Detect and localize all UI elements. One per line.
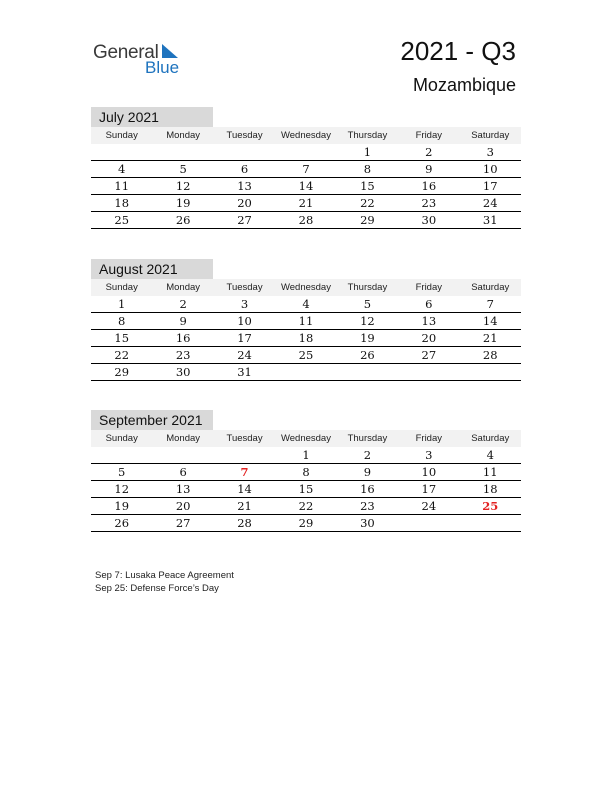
page-title: 2021 - Q3 <box>400 36 516 66</box>
day-cell: 11 <box>482 465 498 479</box>
day-cell: 6 <box>179 465 187 479</box>
weekday-header <box>91 127 521 144</box>
day-cell: 30 <box>175 365 191 379</box>
day-cell <box>398 364 459 380</box>
day-cell: 6 <box>240 162 249 176</box>
day-cell: 5 <box>179 162 187 176</box>
month-july <box>91 107 521 229</box>
day-cell: 12 <box>175 179 191 193</box>
weekday-label: Monday <box>166 282 201 293</box>
weekday-label: Saturday <box>471 433 510 444</box>
day-cell: 4 <box>486 448 494 462</box>
day-cell: 14 <box>237 482 252 496</box>
weekday-label: Thursday <box>347 130 388 141</box>
day-cell: 23 <box>360 499 375 513</box>
day-cell: 11 <box>298 314 314 328</box>
day-cell: 10 <box>482 162 498 176</box>
weekday-label: Tuesday <box>226 282 263 293</box>
day-cell: 26 <box>360 348 375 362</box>
day-cell: 5 <box>118 465 126 479</box>
day-cell <box>152 447 213 463</box>
month-title: July 2021 <box>91 107 213 127</box>
month-title: September 2021 <box>91 410 213 430</box>
month-title: August 2021 <box>91 259 213 279</box>
day-cell: 2 <box>179 297 187 311</box>
day-cell: 9 <box>425 162 433 176</box>
month-september <box>91 410 521 532</box>
logo-blue-text: Blue <box>145 58 180 77</box>
day-cell: 27 <box>237 213 252 227</box>
logo-general-text: General <box>93 42 159 63</box>
day-cell: 16 <box>421 179 437 193</box>
week-row <box>91 347 521 364</box>
week-row <box>91 498 521 515</box>
day-cell <box>152 144 213 160</box>
day-cell <box>91 144 152 160</box>
day-cell: 1 <box>302 448 310 462</box>
day-cell: 15 <box>360 179 375 193</box>
day-cell: 15 <box>298 482 314 496</box>
weekday-label: Wednesday <box>280 282 331 293</box>
day-cell: 7 <box>302 162 310 176</box>
day-cell: 15 <box>114 331 130 345</box>
day-cell: 8 <box>302 465 310 479</box>
day-cell <box>214 447 275 463</box>
day-cell: 17 <box>237 331 252 345</box>
day-cell: 26 <box>175 213 191 227</box>
day-cell: 16 <box>360 482 375 496</box>
day-cell: 28 <box>482 348 498 362</box>
day-cell: 27 <box>421 348 437 362</box>
day-cell: 20 <box>175 499 191 513</box>
weekday-label: Sunday <box>105 282 138 293</box>
day-cell: 12 <box>114 482 130 496</box>
week-row <box>91 296 521 313</box>
day-cell: 22 <box>114 348 130 362</box>
weekday-label: Friday <box>415 433 443 444</box>
day-cell: 8 <box>363 162 372 176</box>
day-cell: 6 <box>425 297 433 311</box>
country-name: Mozambique <box>412 75 516 95</box>
day-cell: 29 <box>298 516 314 530</box>
month-august <box>91 259 521 381</box>
weekday-label: Saturday <box>471 130 510 141</box>
day-cell: 27 <box>175 516 191 530</box>
day-cell: 28 <box>298 213 314 227</box>
day-cell: 5 <box>363 297 372 311</box>
weekday-label: Sunday <box>105 433 138 444</box>
holiday-note: Sep 7: Lusaka Peace Agreement <box>95 570 234 581</box>
weekday-header <box>91 430 521 447</box>
day-cell: 19 <box>114 499 130 513</box>
day-cell: 14 <box>482 314 498 328</box>
weekday-label: Monday <box>166 130 201 141</box>
day-cell: 14 <box>298 179 314 193</box>
day-cell: 23 <box>421 196 437 210</box>
day-cell: 20 <box>237 196 252 210</box>
day-cell: 25 <box>482 499 499 513</box>
day-cell: 30 <box>360 516 375 530</box>
day-cell <box>460 515 521 531</box>
day-cell: 18 <box>114 196 130 210</box>
day-cell: 23 <box>175 348 191 362</box>
weekday-label: Friday <box>415 282 443 293</box>
day-cell: 3 <box>486 145 494 159</box>
weekday-label: Wednesday <box>280 433 331 444</box>
day-cell: 21 <box>298 196 314 210</box>
week-row <box>91 447 521 464</box>
day-cell: 28 <box>237 516 252 530</box>
week-row <box>91 313 521 330</box>
week-row <box>91 481 521 498</box>
day-cell: 26 <box>114 516 130 530</box>
day-cell: 22 <box>360 196 375 210</box>
day-cell: 13 <box>421 314 437 328</box>
day-cell: 1 <box>118 297 126 311</box>
day-cell: 19 <box>175 196 191 210</box>
day-cell: 18 <box>298 331 314 345</box>
day-cell: 22 <box>298 499 314 513</box>
day-cell: 8 <box>118 314 126 328</box>
day-cell <box>398 515 459 531</box>
day-cell: 24 <box>237 348 252 362</box>
weekday-header <box>91 279 521 296</box>
weekday-label: Wednesday <box>280 130 331 141</box>
day-cell: 12 <box>360 314 375 328</box>
day-cell <box>460 364 521 380</box>
day-cell: 10 <box>237 314 252 328</box>
day-cell: 4 <box>118 162 126 176</box>
day-cell: 11 <box>114 179 130 193</box>
day-cell: 7 <box>486 297 494 311</box>
week-row <box>91 144 521 161</box>
day-cell: 29 <box>360 213 375 227</box>
weekday-label: Thursday <box>347 433 388 444</box>
day-cell: 7 <box>240 465 249 479</box>
day-cell: 25 <box>298 348 314 362</box>
week-row <box>91 178 521 195</box>
day-cell: 3 <box>240 297 249 311</box>
week-row <box>91 364 521 381</box>
week-row <box>91 212 521 229</box>
holiday-notes <box>95 569 234 595</box>
week-row <box>91 161 521 178</box>
weekday-label: Tuesday <box>226 130 263 141</box>
week-row <box>91 515 521 532</box>
day-cell: 10 <box>421 465 437 479</box>
weekday-label: Thursday <box>347 282 388 293</box>
day-cell: 31 <box>237 365 252 379</box>
logo-triangle-icon <box>162 44 178 58</box>
day-cell: 31 <box>482 213 498 227</box>
day-cell: 13 <box>175 482 191 496</box>
day-cell: 4 <box>302 297 310 311</box>
week-row <box>91 330 521 347</box>
day-cell: 9 <box>363 465 372 479</box>
day-cell: 25 <box>114 213 130 227</box>
day-cell: 30 <box>421 213 437 227</box>
holiday-note: Sep 25: Defense Force’s Day <box>95 583 219 594</box>
weekday-label: Sunday <box>105 130 138 141</box>
day-cell: 9 <box>179 314 187 328</box>
day-cell <box>91 447 152 463</box>
day-cell: 16 <box>175 331 191 345</box>
day-cell: 19 <box>360 331 375 345</box>
week-row <box>91 464 521 481</box>
day-cell: 24 <box>482 196 498 210</box>
weeks <box>91 447 521 532</box>
day-cell <box>337 364 398 380</box>
weekday-label: Saturday <box>471 282 510 293</box>
day-cell: 2 <box>425 145 433 159</box>
day-cell <box>275 144 336 160</box>
weekday-label: Friday <box>415 130 443 141</box>
day-cell: 18 <box>482 482 498 496</box>
day-cell <box>214 144 275 160</box>
day-cell: 2 <box>363 448 372 462</box>
day-cell: 21 <box>237 499 252 513</box>
day-cell: 20 <box>421 331 437 345</box>
day-cell: 1 <box>363 145 372 159</box>
day-cell: 17 <box>482 179 498 193</box>
logo <box>93 42 193 78</box>
day-cell: 29 <box>114 365 130 379</box>
day-cell: 24 <box>421 499 437 513</box>
day-cell: 13 <box>237 179 252 193</box>
day-cell: 21 <box>482 331 498 345</box>
week-row <box>91 195 521 212</box>
weeks <box>91 144 521 229</box>
weekday-label: Monday <box>166 433 201 444</box>
day-cell <box>275 364 336 380</box>
day-cell: 17 <box>421 482 437 496</box>
weekday-label: Tuesday <box>226 433 263 444</box>
weeks <box>91 296 521 381</box>
day-cell: 3 <box>425 448 433 462</box>
